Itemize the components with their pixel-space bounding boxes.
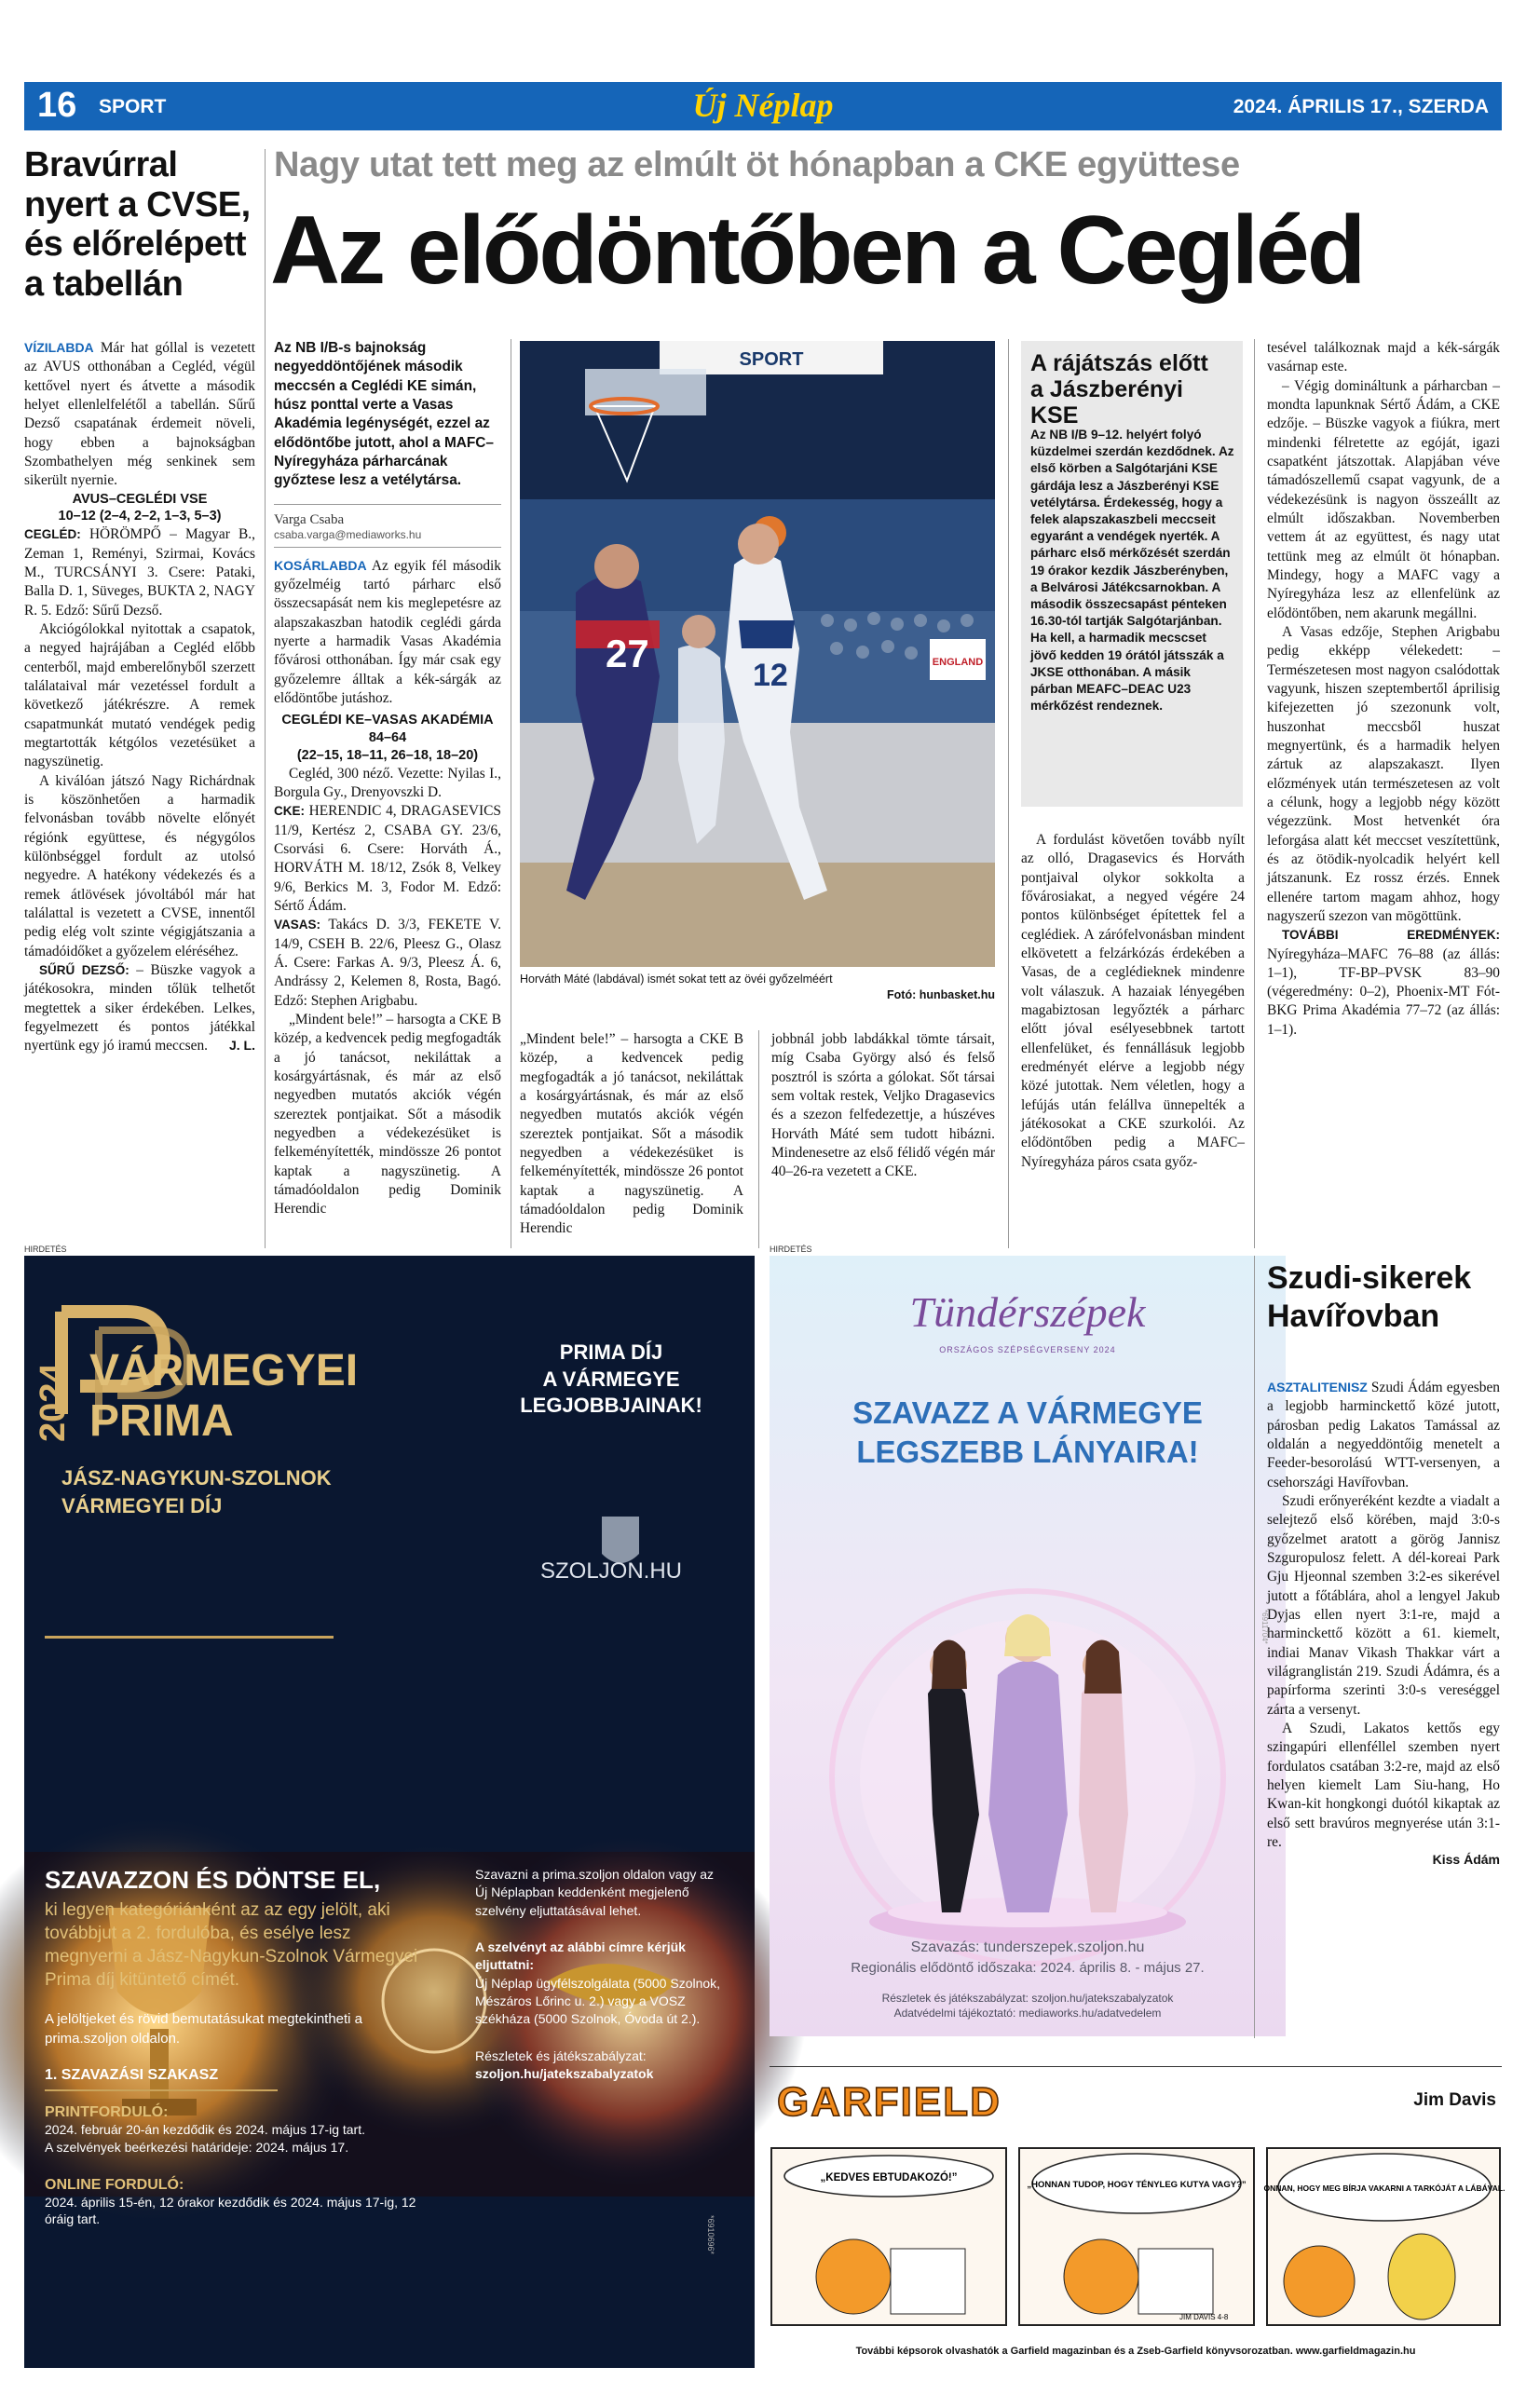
prima-vote-info xyxy=(475,1866,727,2083)
tunder-title-1: SZAVAZZ A VÁRMEGYE xyxy=(852,1395,1203,1430)
column-divider xyxy=(1254,1256,1255,2038)
quote-label: SŰRŰ DEZSŐ: xyxy=(39,962,129,977)
comic-title: GARFIELD xyxy=(777,2079,1001,2125)
column-divider xyxy=(1008,339,1009,1248)
comic-panels xyxy=(770,2146,1506,2329)
prima-info: A jelöltjeket és rövid bemutatásukat megtekintheti a prima.szoljon oldalon. xyxy=(45,2011,363,2047)
prima-slogan-1: PRIMA DÍJ xyxy=(559,1340,663,1364)
column-divider xyxy=(758,1030,759,1248)
ad-label: HIRDETÉS xyxy=(770,1245,812,1254)
prima-logo-line1: VÁRMEGYEI xyxy=(89,1346,359,1395)
szudi-headline: Szudi-sikerek Havířovban xyxy=(1267,1260,1472,1334)
left-headline: Bravúrral nyert a CVSE, és előrelépett a tabellán xyxy=(24,145,251,304)
page-header xyxy=(24,82,1502,130)
column-divider xyxy=(265,149,266,1248)
prima-call xyxy=(45,1866,427,2228)
comic-bubble-2: „HONNAN TUDOP, HOGY TÉNYLEG KUTYA VAGY?” xyxy=(1027,2180,1247,2190)
main-paragraph: jobbnál jobb labdákkal tömte társait, míg Csaba György alsó és felső posztról is szórta a gólokat. Sőt társai sem voltak restek, Veljko Dragasevics és a szezon felfedezettje, a húszéves Horváth Máté sem tudott hibázni. Mindenesetre az első félidő végén már 40–26-ra vezetett a CKE. xyxy=(771,1031,995,1180)
lineup-label: CEGLÉD: xyxy=(24,527,81,542)
vasas-label: VASAS: xyxy=(274,918,321,932)
main-paragraph: „Mindent bele!” – harsogta a CKE B közép, a kedvencek pedig megfogadták a jó tanácsot, nekiláttak a kosárgyártásnak, és már az első negyedben mutatós akciók végén szereztek pontjaikat. Sőt a második negyedben a védekezésüket is felkeményítették, mindössze 26 pontot kaptak a nagyszünetig. A támadóoldalon pedig Dominik Herendic xyxy=(274,1012,501,1218)
prima-year: 2024 xyxy=(34,1363,73,1442)
kicker-asztalitenisz: ASZTALITENISZ xyxy=(1267,1380,1368,1394)
prima-call-text: ki legyen kategóriánként az az egy jelölt, aki továbbjut a 2. fordulóba, és esélye lesz megnyerni a Jász-Nagykun-Szolnok Vármegyei Prima díj kitüntető címét. xyxy=(45,1900,418,1991)
kicker-vizilabda: VÍZILABDA xyxy=(24,340,94,355)
photo-caption xyxy=(520,972,995,1003)
sidebox xyxy=(1021,341,1243,807)
divider xyxy=(274,504,501,505)
left-intro: Már hat góllal is vezetett az AVUS otthonában a Cegléd, végül kettővel nyert és átvette a második helyet ellenlelfelétől a tabellán. Sűrű Dezső csapatának érdemeit növeli, hogy ebben a bajnokságban Szombathelyen még senkinek sem sikerült nyernie. xyxy=(24,340,256,489)
result-score: (22–15, 18–11, 26–18, 18–20) xyxy=(296,747,479,763)
result-title: CEGLÉDI KE–VASAS AKADÉMIA 84–64 xyxy=(281,713,494,746)
quote-text: – Büszke vagyok a játékosokra, minden tőlük telhetőt megtettek a siker érdekében. Lelkes, fegyelmezett és pontos játékkal nyertünk egy jó iramú meccsen. xyxy=(24,961,255,1054)
divider xyxy=(770,2066,1502,2067)
prima-call-title: SZAVAZZON ÉS DÖNTSE EL, xyxy=(45,1866,381,1894)
ad-label: HIRDETÉS xyxy=(24,1245,67,1254)
prima-addr-title: A szelvényt az alábbi címre kérjük eljuttatni: xyxy=(475,1939,686,1973)
prima-sub1: JÁSZ-NAGYKUN-SZOLNOK xyxy=(61,1466,332,1490)
tunder-vote[interactable]: Szavazás: tunderszepek.szoljon.hu xyxy=(910,1939,1145,1955)
column-divider xyxy=(1254,339,1255,1248)
prima-sub2: VÁRMEGYEI DÍJ xyxy=(61,1494,223,1517)
newspaper-logo: Új Néplap xyxy=(692,87,834,124)
prima-ad[interactable] xyxy=(24,1256,755,2368)
issue-date: 2024. ÁPRILIS 17., SZERDA xyxy=(1233,96,1489,117)
venue-text: Cegléd, 300 néző. Vezette: Nyilas I., Borgula Gy., Drenyovszki D. xyxy=(274,765,501,801)
author-name: Varga Csaba xyxy=(274,511,345,527)
caption-credit: Fotó: hunbasket.hu xyxy=(887,987,995,1001)
prima-print-text: A szelvények beérkezési határideje: 2024. május 17. xyxy=(45,2139,349,2155)
main-lead: Az NB I/B-s bajnokság negyeddöntőjének második meccsén a Ceglédi KE simán, húsz ponttal verte a Vasas Akadémia legénységét, ezzel az elődöntőbe jutott, ahol a MAFC–Nyíregyháza párharcának győztese lesz a vetélytársa. xyxy=(274,340,494,489)
vasas-lineup: Takács D. 3/3, FEKETE V. 14/9, CSEH B. 22/6, Pleesz G., Olasz Á. Csere: Farkas A. 9/3, Pleesz Á. 6, Andrássy 2, Kelemen 8, Rosta, Bagó. Edző: Stephen Arigbabu. xyxy=(274,917,501,1009)
main-paragraph: A fordulást követően tovább nyílt az olló, Dragasevics és Horváth pontjaival olykor sokkolta a fővárosiakat, a negyed végére 24 pontos különbséget építettek fel a ceglédiek. A zárófelvonásban mindent elkövetett a felzárkózás érdekében a Vasas, de a ceglédieknek mindenre volt válaszuk. A hazaiak lényegében magabiztosan legyőzték a párharc előtt jóval esélyesebbnek tartott ellenfelüket, és fennállásuk legjobb eredményét elérve a legjobb négy közé jutottak. Nem véletlen, hogy a lefújás után felállva ünnepelték a játékosokat a CKE szurkolói. Az elődöntőben pedig a MAFC–Nyíregyháza páros csata győz- xyxy=(1021,832,1245,1170)
left-article-body xyxy=(24,339,255,1056)
tunder-ad-code: *6911704* xyxy=(1260,1610,1269,1644)
comic-footer: További képsorok olvashatók a Garfield magazinban és a Zseb-Garfield könyvsorozatban. www.garfieldmagazin.hu xyxy=(855,2346,1416,2357)
cke-lineup: HERENDIC 4, DRAGASEVICS 11/9, Kertész 2, CSABA GY. 23/6, Csorvási 6. Csere: Horváth Á., HORVÁTH M. 18/12, Zsók 8, Velkey 9/6, Berkics M. 3, Fodor M. Edző: Sértő Ádám. xyxy=(274,803,501,915)
cke-label: CKE: xyxy=(274,804,305,819)
main-paragraph: A Vasas edzője, Stephen Arigbabu pedig ekképp vélekedett: – Természetesen most nagyon csalódottak vagyunk, hiszen szeptembertől áprilisig kifejezetten jó szezonunk volt, huszonhat meccsből huszat megnyertünk, és a harmadik helyen zártuk az alapszakaszt. Ilyen előzmények után természetesen az volt a célunk, hogy a legjobb négy között végezzünk. Most hetvenkét óra leforgása alatt két meccset veszítettünk, és az ötödik-nyolcadik helyért kell játszanunk. Ez rossz érzés. Ennek ellenére tartom magam ahhoz, hogy nagyszerű szezon van mögöttünk. xyxy=(1267,623,1500,924)
lineup-text: HÖRÖMPŐ – Magyar B., Zeman 1, Reményi, Szirmai, Kovács M., TURCSÁNYI 3. Csere: Pataki, Balla D. 1, Süveges, BUKTA 2, NAGY R. 5. Edző: Sűrű Dezső. xyxy=(24,526,255,619)
prima-ad-code: *6910696* xyxy=(706,2215,715,2255)
photo-jersey-1: 27 xyxy=(606,632,649,675)
photo-flag-text: ENGLAND xyxy=(932,657,984,668)
sidebox-title: A rájátszás előtt a Jászberényi KSE xyxy=(1030,350,1208,429)
tunder-period: Regionális elődöntő időszaka: 2024. április 8. - május 27. xyxy=(851,1960,1205,1976)
prima-online-title: ONLINE FORDULÓ: xyxy=(45,2176,184,2193)
result-score: 10–12 (2–4, 2–2, 1–3, 5–3) xyxy=(58,509,222,524)
prima-slogan-3: LEGJOBBJAINAK! xyxy=(520,1394,702,1418)
sidebox-text: Az NB I/B 9–12. helyért folyó küzdelmei szerdán kezdődnek. Az első körben a Salgótarjáni KSE gárdája lesz a Jászberényi KSE vetélytársa. Érdekesség, hogy a felek alapszakaszbeli meccseit egyaránt a vendégek nyerték. A párharc első mérkőzését szerdán 19 órakor kezdik Jászberényben, a Belvárosi Játékcsarnokban. A második összecsapást pénteken 16.30-tól tartják Salgótarjánban. Ha kell, a harmadik mecscset jövő kedden 19 órától játsszák a JKSE otthonában. A másik párban MEAFC–DEAC U23 mérkőzést rendeznek. xyxy=(1030,428,1234,714)
szudi-body xyxy=(1267,1379,1500,1867)
other-results-label: TOVÁBBI EREDMÉNYEK: xyxy=(1282,928,1500,943)
page-number: 16 xyxy=(37,86,77,125)
prima-logo-line2: PRIMA xyxy=(89,1396,234,1446)
prima-rules-url[interactable]: szoljon.hu/jatekszabalyzatok xyxy=(475,2065,654,2081)
szudi-paragraph: A Szudi, Lakatos kettős egy szingapúri ellenféllel szemben nyert fordulatos csatában 3:2-re, majd az első helyen kiemelt Lam Siu-hang, Ho Kwan-kit hongkongi duótól kikaptak az első sett bravúros megnyerése után 3:1-re. xyxy=(1267,1720,1500,1850)
photo-jersey-2: 12 xyxy=(753,658,788,693)
prima-phase: 1. SZAVAZÁSI SZAKASZ xyxy=(45,2067,278,2091)
prima-slogan xyxy=(490,1340,732,1420)
garfield-comic xyxy=(770,2066,1506,2368)
prima-site[interactable]: SZOLJON.HU xyxy=(539,1558,682,1584)
prima-print-text: 2024. február 20-án kezdődik és 2024. május 17-ig tart. xyxy=(45,2121,365,2137)
prima-slogan-2: A VÁRMEGYE xyxy=(542,1367,680,1391)
szudi-paragraph: Szudi erőnyeréként kezdte a viadalt a selejtező első körében, majd 3:0-s győzelmet aratott a görög Jannisz Szguropulosz felett. A dél-koreai Park Gju Hjeonnal szemben 3:2-es sikerével jutott a főtáblára, ahol a lengyel Jakub Dyjas ellen nyert 3:1-re, majd a harminckettő között a 61. kiemelt, indiai Manav Vikash Thakkar várt a világranglistán 219. Szudi Ádámra, és a papírforma szerinti 3:0-s vereséggel zárta a versenyt. xyxy=(1267,1492,1500,1718)
photo-banner: SPORT xyxy=(739,349,804,370)
prima-online-text: 2024. április 15-én, 12 órakor kezdődik és 2024. május 17-ig, 12 óráig tart. xyxy=(45,2194,416,2227)
caption-text: Horváth Máté (labdával) ismét sokat tett az övéi győzelméért xyxy=(520,973,833,986)
comic-bubble-1: „KEDVES EBTUDAKOZÓ!” xyxy=(820,2172,958,2184)
author-email: csaba.varga@mediaworks.hu xyxy=(274,527,422,541)
prima-rules: Részletek és játékszabályzat: xyxy=(475,2047,647,2063)
tunder-logo: Tündérszépek xyxy=(909,1288,1146,1336)
result-title: AVUS–CEGLÉDI VSE xyxy=(72,491,208,507)
divider xyxy=(274,547,501,548)
main-overline: Nagy utat tett meg az elmúlt öt hónapban a CKE együttese xyxy=(274,145,1240,184)
comic-author: Jim Davis xyxy=(1413,2090,1496,2110)
left-paragraph: Akciógólokkal nyitottak a csapatok, a negyed hajrájában a Cegléd előbb centerből, majd emberelőnyből szerzett találataival már vezetéssel fordult a következő játékrészre. A remek csapatmunkát mutató vendégek pedig megtartották kétgólos vezetésüket a nagyszünetig. xyxy=(24,620,255,770)
signature: J. L. xyxy=(228,1038,255,1054)
tunder-privacy[interactable]: Adatvédelmi tájékoztató: mediaworks.hu/adatvedelem xyxy=(893,2007,1162,2020)
prima-print-title: PRINTFORDULÓ: xyxy=(45,2103,169,2120)
szudi-intro: Szudi Ádám egyesben a legjobb harminckettő közé jutott, párosban pedig Lakatos Tamással az oldalán a negyeddöntőig menetelt a Feeder-besorolású WTT-versenyen, a csehországi Havířovban. xyxy=(1267,1380,1500,1490)
photo-illustration xyxy=(520,341,995,967)
main-headline: Az elődöntőben a Cegléd xyxy=(270,197,1364,305)
other-results: Nyíregyháza–MAFC 76–88 (az állás: 1–1), TF-BP–PVSK 83–90 (végeredmény: 0–2), Phoenix-MT Fót-BKG Prima Akadémia 77–72 (az állás: 1–1). xyxy=(1267,946,1500,1038)
basketball-photo xyxy=(520,341,995,967)
comic-bubble-3: ONNAN, HOGY MEG BÍRJA VAKARNI A TARKÓJÁT A LÁBÁVAL. xyxy=(1263,2184,1506,2193)
prima-addr-text: Új Néplap ügyfélszolgálata (5000 Szolnok, Mészáros Lőrinc u. 2.) vagy a VOSZ székháza (5000 Szolnok, Óvoda út 2.). xyxy=(475,1975,721,2027)
main-paragraph: „Mindent bele!” – harsogta a CKE B közép, a kedvencek pedig megfogadták a jó tanácsot, nekiláttak a kosárgyártásnak, és már az első negyedben mutatós akciók végén szereztek pontjaikat. Sőt a második negyedben a védekezésüket is felkeményítették, mindössze 26 pontot kaptak a nagyszünetig. A támadóoldalon pedig Dominik Herendic xyxy=(520,1031,743,1237)
left-paragraph: A kiválóan játszó Nagy Richárdnak is köszönhetően a harmadik felvonásban tovább növelte előnyét régiónk együttese, és négygólos különbséggel fordult az utolsó negyedre. A hatékony védekezés és a remek átlövések jóvoltából már hat találattal is vezetett a CVSE, innentől pedig elég volt szinte végigjátszania a támadóidőket a győzelem eléréséhez. xyxy=(24,772,255,959)
main-intro: Az egyik fél második győzelméig tartó párharc első összecsapását nem kis meglepetésre az alapszakaszban hatodik ceglédi gárda nyerte a harmadik Vasas Akadémia fővárosi otthonában. Így már csak egy győzelemre álltak a kék-sárgák az elődöntőbe jutáshoz. xyxy=(274,557,501,706)
kicker-kosarlabda: KOSÁRLABDA xyxy=(274,557,367,573)
tunder-logo-sub: ORSZÁGOS SZÉPSÉGVERSENY 2024 xyxy=(939,1345,1116,1354)
tunder-graphics xyxy=(770,1256,1286,2036)
main-paragraph: tesével találkoznak majd a kék-sárgák vasárnap este. xyxy=(1267,340,1500,375)
tunder-rules[interactable]: Részletek és játékszabályzat: szoljon.hu/jatekszabalyzatok xyxy=(881,1992,1174,2005)
tunder-title-2: LEGSZEBB LÁNYAIRA! xyxy=(856,1435,1199,1469)
prima-vote-text: Szavazni a prima.szoljon oldalon vagy az Új Néplapban keddenként megjelenő szelvény eljuttatásával lehet. xyxy=(475,1867,715,1918)
main-paragraph: – Végig domináltunk a párharcban – mondta lapunknak Sértő Ádám, a CKE edzője. – Büszke vagyok a fiúkra, mert mindenki félretette az egóját, igazi csapatként játszottak. Alapjában véve támadószellemű csapat vagyunk, de a védekezésünk is nagyon összeállt az elmúlt időszakban. Novemberben vettem át az együttest, és nagy utat tettünk meg az elmúlt öt hónapban. Mindegy, hogy a MAFC vagy a Nyíregyháza lesz az ellenfelünk az elődöntőben, nem akarunk megállni. xyxy=(1267,377,1500,621)
comic-signature: JIM DAVIS 4-8 xyxy=(1179,2313,1229,2321)
section-name: SPORT xyxy=(99,96,167,117)
tunderszepek-ad[interactable] xyxy=(770,1256,1286,2036)
signature: Kiss Ádám xyxy=(1432,1852,1500,1868)
